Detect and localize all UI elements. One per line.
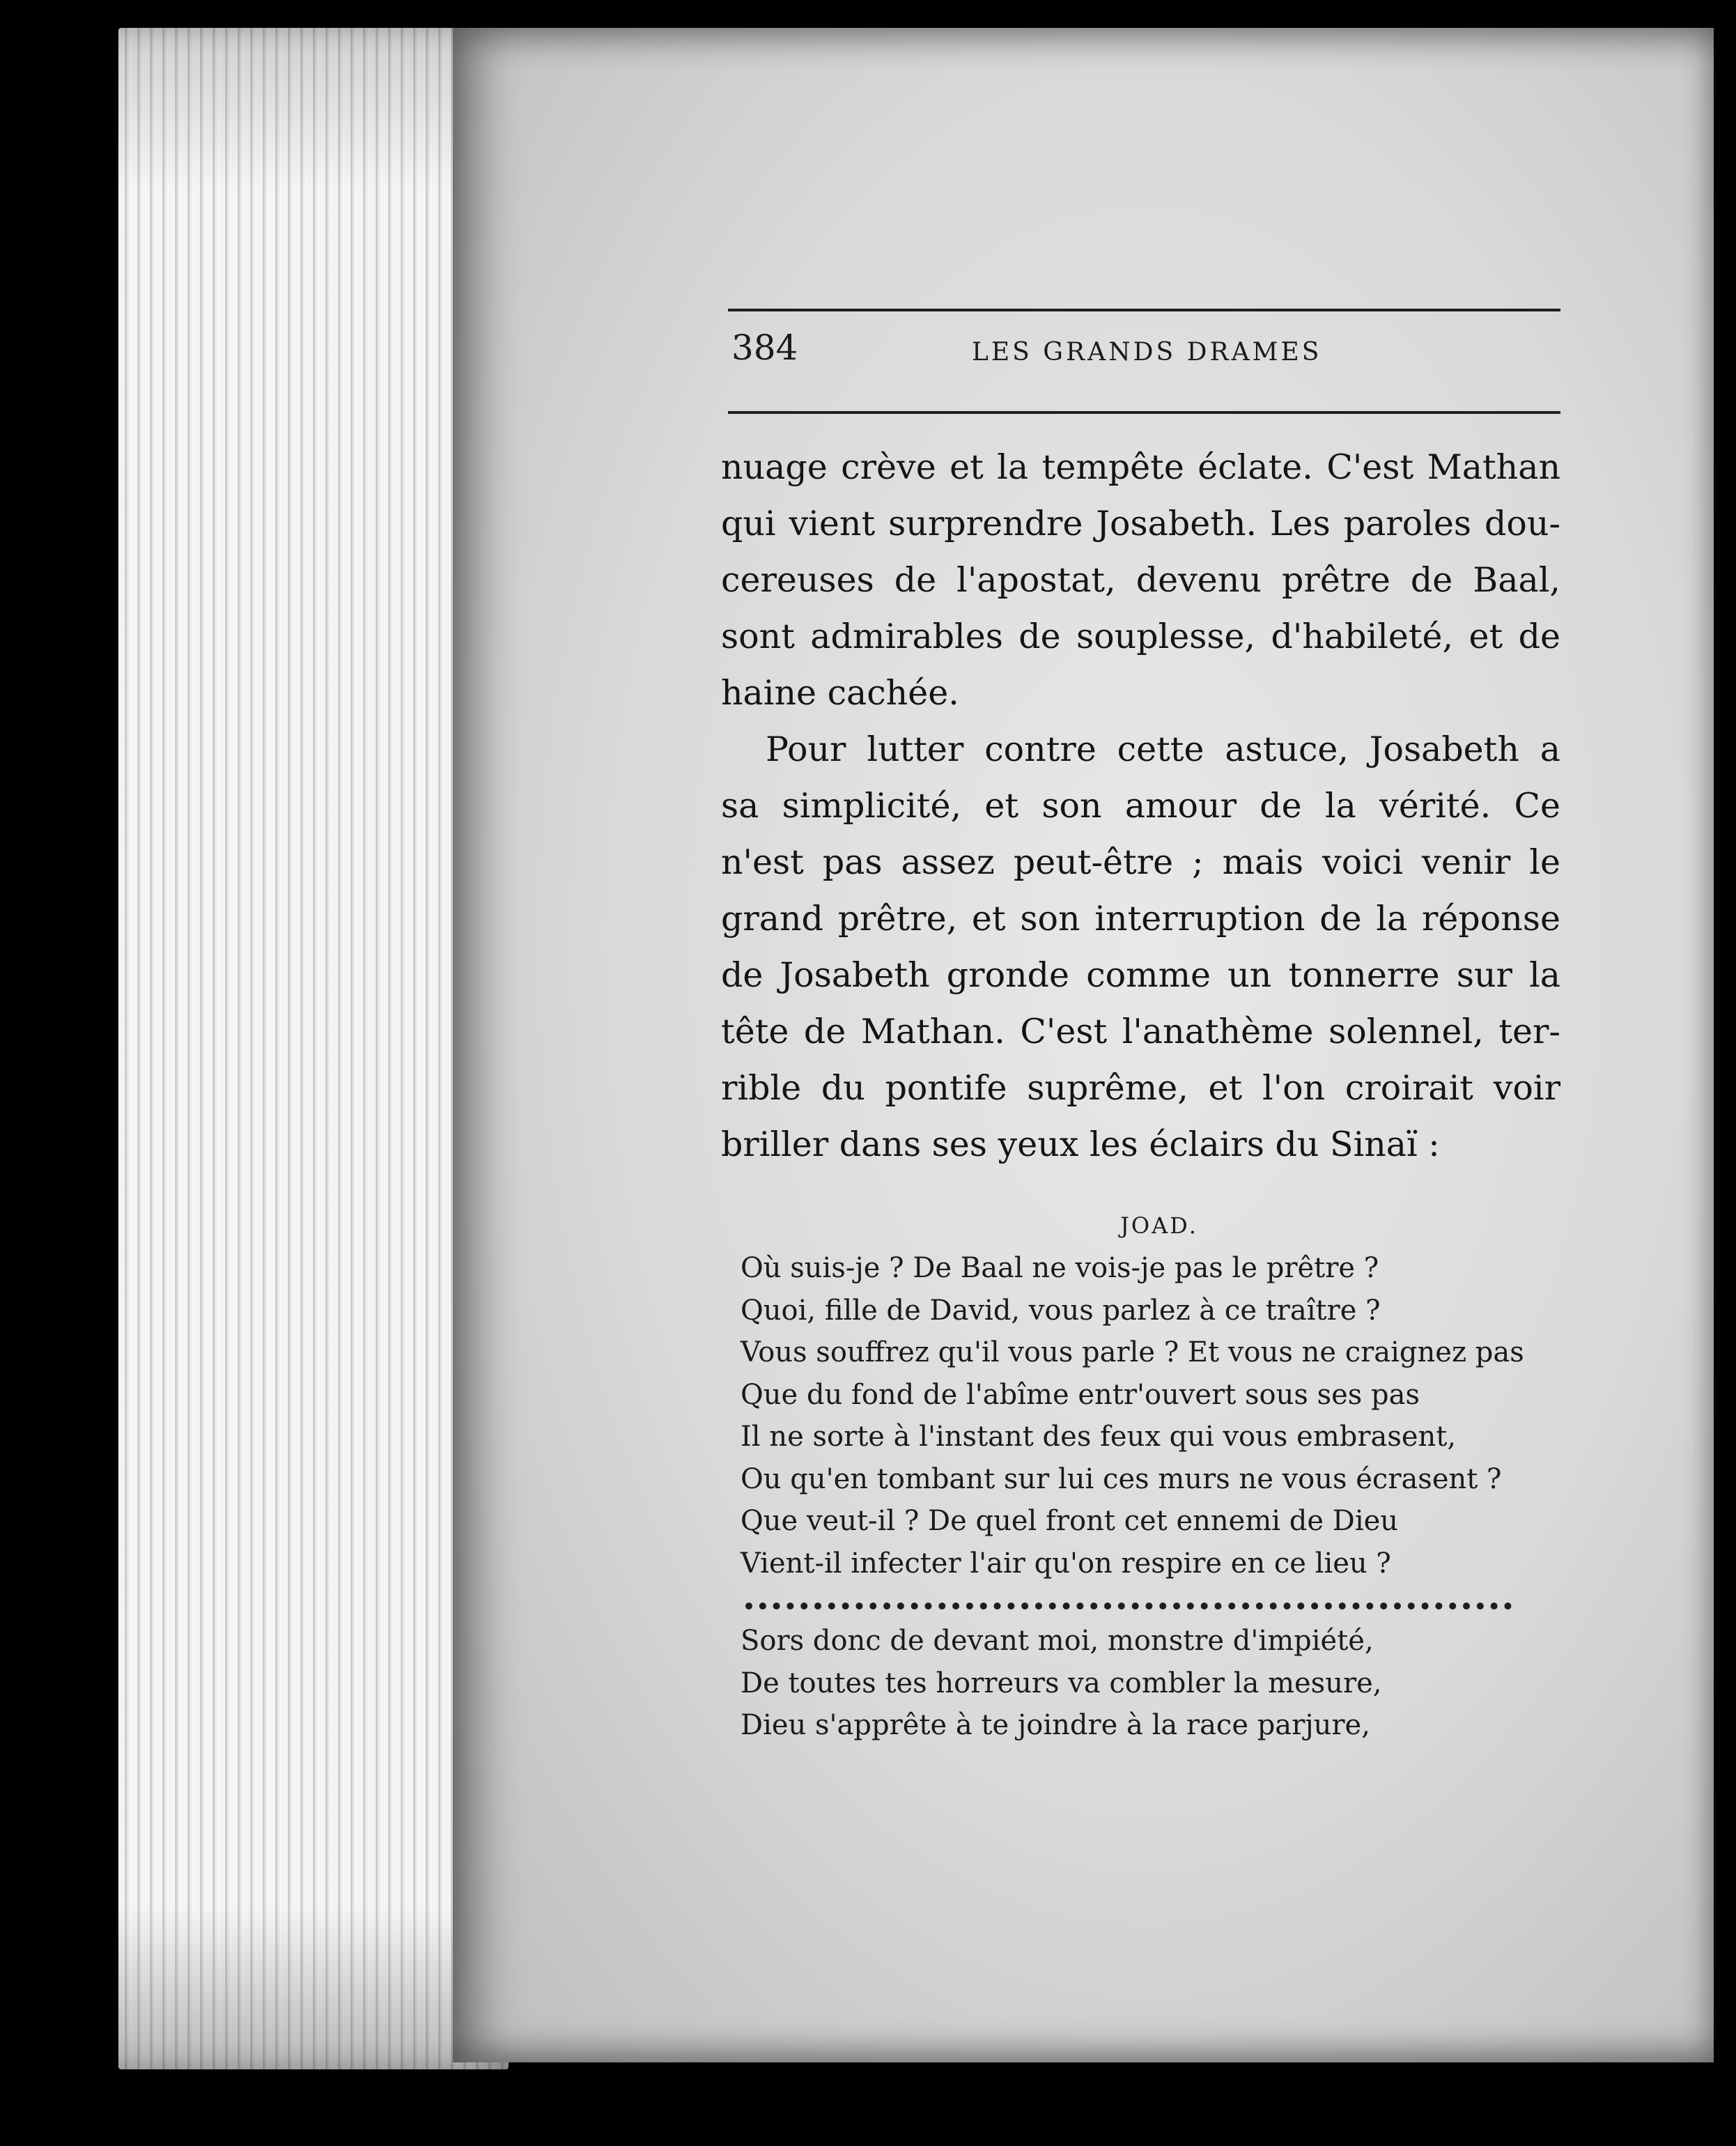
body-text (721, 439, 1560, 1173)
verse-line: Vous souffrez qu'il vous parle ? Et vous ne craignez pas (741, 1336, 1524, 1368)
book-page-edges (118, 28, 509, 2069)
paragraph-1-line: qui vient surprendre Josabeth. Les paroles dou- (721, 504, 1560, 543)
verse-line: De toutes tes horreurs va combler la mesure, (741, 1667, 1382, 1699)
page-number: 384 (731, 327, 798, 368)
paragraph-2-line: tête de Mathan. C'est l'anathème solennel, ter- (721, 1012, 1560, 1051)
paragraph-2-line: n'est pas assez peut-être ; mais voici venir le (721, 842, 1560, 882)
omission-dots (745, 1603, 1512, 1619)
verse-line: Où suis-je ? De Baal ne vois-je pas le prêtre ? (741, 1252, 1379, 1284)
paragraph-2-line: de Josabeth gronde comme un tonnerre sur la (721, 955, 1560, 995)
paragraph-2-line: rible du pontife suprême, et l'on croirait voir (721, 1068, 1560, 1108)
verse-block (741, 1620, 1563, 1747)
verse-line: Il ne sorte à l'instant des feux qui vous embrasent, (741, 1421, 1457, 1453)
paragraph-1-line: nuage crève et la tempête éclate. C'est Mathan (721, 447, 1560, 487)
verse-line: Que veut-il ? De quel front cet ennemi de Dieu (741, 1505, 1399, 1537)
paragraph-2-line: briller dans ses yeux les éclairs du Sinaï : (721, 1125, 1440, 1164)
verse-line: Que du fond de l'abîme entr'ouvert sous ses pas (741, 1378, 1420, 1411)
verse-block (741, 1247, 1563, 1584)
paragraph-1-line: cereuses de l'apostat, devenu prêtre de Baal, (721, 560, 1560, 600)
verse-line: Vient-il infecter l'air qu'on respire en ce lieu ? (741, 1547, 1391, 1580)
paragraph-2-line: Pour lutter contre cette astuce, Josabeth a (766, 730, 1560, 769)
header-bottom-rule (728, 411, 1560, 414)
paragraph-2-line: grand prêtre, et son interruption de la réponse (721, 899, 1560, 939)
speaker-name: JOAD. (1120, 1212, 1198, 1239)
paragraph-1-line: sont admirables de souplesse, d'habileté, et de (721, 617, 1560, 656)
verse-line: Ou qu'en tombant sur lui ces murs ne vous écrasent ? (741, 1462, 1502, 1495)
verse-line: Dieu s'apprête à te joindre à la race parjure, (741, 1709, 1370, 1741)
verse-line: Sors donc de devant moi, monstre d'impiété, (741, 1625, 1374, 1657)
running-title: LES GRANDS DRAMES (972, 338, 1322, 366)
paragraph-1-line: haine cachée. (721, 673, 959, 713)
verse-line: Quoi, fille de David, vous parlez à ce traître ? (741, 1294, 1381, 1327)
header-top-rule (728, 309, 1560, 311)
paragraph-2-line: sa simplicité, et son amour de la vérité. Ce (721, 786, 1560, 826)
